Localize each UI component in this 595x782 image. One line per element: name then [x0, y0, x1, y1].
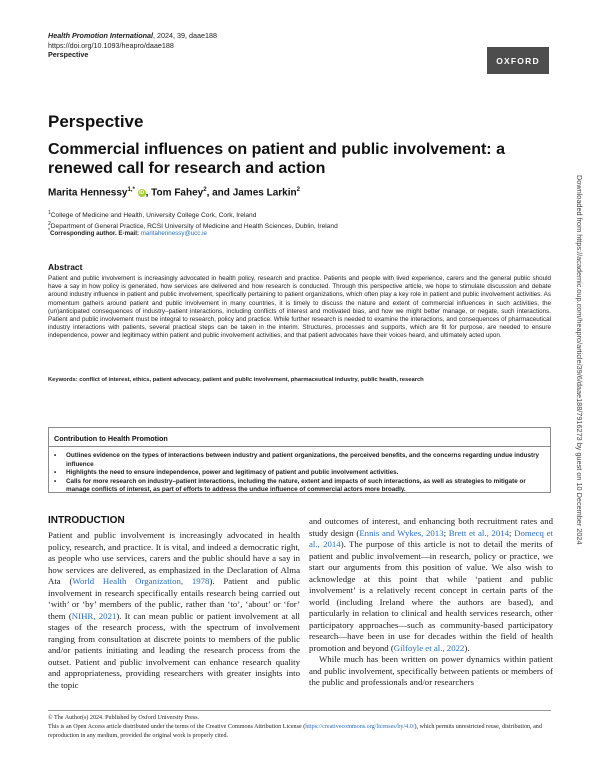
author-name[interactable]: Tom Fahey	[151, 187, 204, 199]
citation-details: , 2024, 39, daae188	[153, 31, 217, 40]
list-item-text: Calls for more research on industry–patient interactions, including the nature, extent and impacts of such interactions, as well as strategies to mitigate or manage conflicts of interest, as part of efforts to address the undue influence of commercial actors more broadly.	[66, 477, 526, 494]
abstract-text: Patient and public involvement is increasingly advocated in health policy, research and practice. Patients and people with lived experience, carers and the general public should have a say in how policy is generated, how services are delivered and how research is conducted. Through this perspective article, we hope to stimulate discussion and debate around industry influence in patient and public involvement, specifically pertaining to patient organizations, which often play a key role in patient and public involvement activities. As momentum gathers around patient and public involvement in many countries, it is timely to discuss the nature and extent of commercial influences in such activities, the (un)anticipated consequences of industry–patient interactions, including conflicts of interest and motivated bias, and how we might better manage, or negate, such interactions. Patient and public involvement must be integral to research, policy and practice. While further research is needed to examine the interactions, and consequences of pharmaceutical industry interactions with patients, several practical steps can be taken in the interim. Structures, processes and supports, which are fit for purpose, are needed to ensure independence, power and legitimacy within patient and public involvement activities, and that patient advocates have their voices heard, and ultimately acted upon.	[48, 275, 551, 340]
body-paragraph	[48, 530, 300, 691]
license-text-part: This is an Open Access article distributed under the terms of the Creative Commons Attribution License (	[48, 724, 306, 730]
affiliation-text: College of Medicine and Health, University College Cork, Cork, Ireland	[50, 212, 257, 220]
citation-link[interactable]: World Health Organization, 1978	[72, 576, 210, 586]
author-list	[48, 187, 300, 198]
author-superscript: 1,*	[127, 187, 135, 193]
body-paragraph	[309, 516, 553, 654]
author-superscript: 2	[203, 187, 207, 193]
body-paragraph: While much has been written on power dynamics within patient and public involvement, specifically between patients or members of the public and professionals and/or researchers	[309, 654, 553, 687]
corresponding-label: Corresponding author. E-mail:	[50, 230, 141, 238]
corresponding-email-link[interactable]: maritahennessy@ucc.ie	[140, 230, 207, 238]
body-text: ). It can mean public or patient involvement at all stages of the research process, with the spectrum of involvement ranging from consultation at discrete points to members of the public and/or patients initiating and leading the research process from the outset. Patient and public involvement can enhance research quality and appropriateness, providing researchers with greater insights into the topic	[48, 610, 300, 690]
license-text-part: ), which permits unrestricted reuse, distribution, and reproduction in any medium, provided the original work is properly cited.	[48, 724, 542, 739]
body-text: ;	[509, 527, 515, 538]
download-watermark-text: Downloaded from https://academic.oup.com/heapro/article/39/6/daae188/7916273 by guest on 10 December 2024	[575, 175, 584, 545]
list-item	[54, 452, 546, 469]
doi-link[interactable]: https://doi.org/10.1093/heapro/daae188	[48, 40, 174, 50]
affiliation	[48, 209, 338, 220]
body-text: Patient and public involvement is increasingly advocated in health policy, research, and practice. It is vital, and indeed a democratic right, as people who use services, carers and the public should have a say in how services are delivered, as emphasized in the Declaration of Alma Ata (	[48, 530, 300, 586]
keywords-list: conflict of interest, ethics, patient advocacy, patient and public involvement, pharmaceutical industry, public health, research	[79, 377, 424, 383]
affiliation-text: Department of General Practice, RCSI University of Medicine and Health Sciences, Dublin, Ireland	[50, 223, 338, 231]
affiliation-number: 1	[48, 210, 51, 216]
citation-link[interactable]: Brett et al., 2014	[448, 527, 510, 538]
journal-citation	[48, 31, 217, 41]
list-item	[54, 469, 546, 478]
footer-divider	[48, 710, 551, 711]
contribution-list	[54, 452, 546, 495]
bullet-marker: •	[54, 452, 57, 459]
running-header	[48, 31, 217, 60]
list-item-text: Outlines evidence on the types of interactions between industry and patient organizations, the perceived benefits, and the concerns regarding undue industry influence	[66, 452, 540, 468]
section-label: Perspective	[48, 112, 144, 131]
bullet-marker: •	[54, 477, 57, 485]
copyright-line: © The Author(s) 2024. Published by Oxford University Press.	[48, 715, 200, 721]
body-text: ). The purpose of this article is not to detail the merits of patient and public involvement—in research, policy or practice, we start our arguments from this position of value. We also wish to acknowledge at this point that while ‘patient and public involvement’ is a relatively recent concept in certain parts of the world (including Ireland where the authors are based), and particularly in relation to clinical and health services research, other participatory approaches—such as community-based participatory research—have been in use for decades within the field of health promotion and beyond (	[309, 539, 553, 653]
citation-link[interactable]: Gilfoyle et al., 2022	[393, 642, 465, 653]
author-name[interactable]: James Larkin	[232, 187, 297, 199]
corresponding-author	[48, 228, 207, 237]
affiliation-number: 2	[48, 221, 51, 228]
author-separator: , and	[206, 187, 233, 199]
author-separator: ,	[145, 187, 152, 199]
citation-link[interactable]: Ennis and Wykes, 2013	[359, 527, 444, 538]
citation-link[interactable]: NIHR, 2021	[71, 610, 117, 621]
body-text: ). Patient and public involvement in research specifically entails research being carried out ‘with’ or ‘by’ members of the public, rather than ‘to’, ‘about’ or ‘for’ them (	[48, 576, 300, 621]
bullet-marker: •	[54, 469, 57, 477]
body-column-right	[309, 516, 553, 689]
author-name[interactable]: Marita Hennessy	[48, 187, 128, 199]
license-footer	[48, 714, 551, 741]
citation-link[interactable]: Domecq et al., 2014	[309, 527, 553, 549]
keywords	[48, 376, 551, 384]
list-item-text: Highlights the need to ensure independence, power and legitimacy of patient and public involvement activities.	[66, 469, 399, 477]
license-link[interactable]: https://creativecommons.org/licenses/by/4.0/	[305, 724, 415, 730]
orcid-icon[interactable]: iD	[139, 190, 145, 197]
introduction-heading: INTRODUCTION	[48, 515, 125, 526]
abstract-heading: Abstract	[48, 262, 83, 272]
author-superscript: 2	[296, 187, 300, 193]
list-item	[54, 478, 546, 495]
contribution-heading: Contribution to Health Promotion	[54, 434, 168, 443]
body-text: ;	[443, 527, 449, 538]
journal-name: Health Promotion International	[48, 31, 154, 40]
article-type: Perspective	[48, 50, 89, 60]
body-text: and outcomes of interest, and enhancing both recruitment rates and study design (	[309, 516, 553, 538]
article-title: Commercial influences on patient and public involvement: a renewed call for research and action	[48, 141, 505, 177]
download-watermark	[574, 175, 584, 685]
corresponding-mark: *	[48, 228, 51, 234]
license-text	[48, 723, 551, 741]
body-text: ).	[464, 642, 470, 653]
oxford-logo: OXFORD	[487, 47, 549, 74]
keywords-label: Keywords:	[48, 377, 80, 383]
body-column-left	[48, 530, 300, 691]
contribution-divider	[49, 446, 550, 447]
